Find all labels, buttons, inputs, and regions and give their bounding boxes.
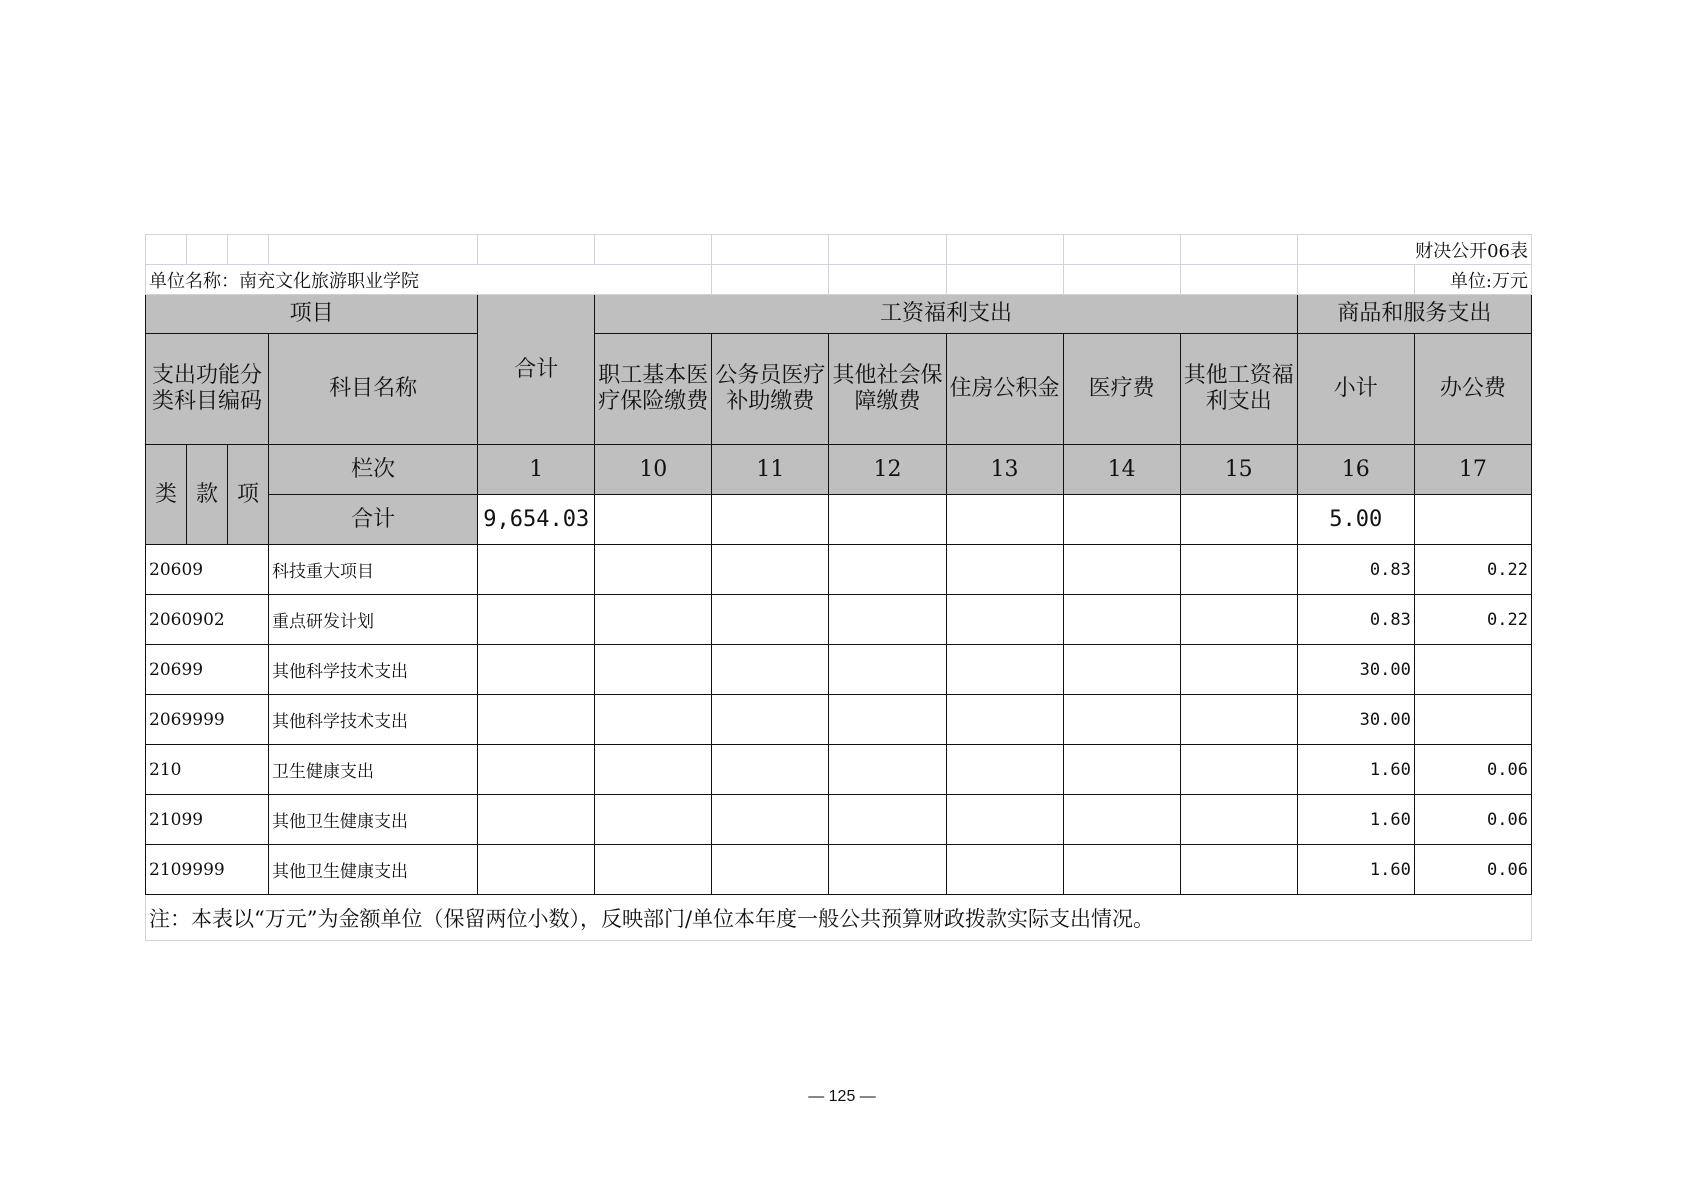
col-num: 1 — [478, 445, 595, 495]
header-row-3 — [146, 445, 1532, 495]
budget-sheet — [145, 234, 1532, 941]
header-lanci: 栏次 — [269, 445, 478, 495]
table-row — [146, 745, 1532, 795]
row-subtotal: 1.60 — [1297, 745, 1414, 795]
row-code: 2109999 — [146, 845, 269, 895]
form-id: 财决公开06表 — [1297, 235, 1531, 265]
header-col-office: 办公费 — [1414, 334, 1531, 445]
row-name: 重点研发计划 — [269, 595, 478, 645]
header-kuan: 款 — [187, 445, 228, 545]
row-subtotal: 1.60 — [1297, 845, 1414, 895]
header-row-1 — [146, 295, 1532, 334]
row-office: 0.22 — [1414, 595, 1531, 645]
note-row — [146, 895, 1532, 941]
row-office — [1414, 645, 1531, 695]
total-subtotal: 5.00 — [1297, 495, 1414, 545]
total-label: 合计 — [269, 495, 478, 545]
header-col-subtotal: 小计 — [1297, 334, 1414, 445]
col-num: 14 — [1063, 445, 1180, 495]
expenditure-table — [145, 234, 1532, 941]
header-lei: 类 — [146, 445, 187, 545]
row-name: 其他卫生健康支出 — [269, 845, 478, 895]
header-project: 项目 — [146, 295, 478, 334]
header-col-medical-fee: 医疗费 — [1063, 334, 1180, 445]
col-num: 13 — [946, 445, 1063, 495]
header-col-civil-medical: 公务员医疗补助缴费 — [712, 334, 829, 445]
form-id-row — [146, 235, 1532, 265]
row-subtotal: 1.60 — [1297, 795, 1414, 845]
col-num: 10 — [595, 445, 712, 495]
table-row — [146, 595, 1532, 645]
row-office: 0.06 — [1414, 745, 1531, 795]
table-note: 注：本表以“万元”为金额单位（保留两位小数），反映部门/单位本年度一般公共预算财政拨款实际支出情况。 — [146, 895, 1532, 941]
total-row — [146, 495, 1532, 545]
unit-name: 单位名称：南充文化旅游职业学院 — [146, 265, 712, 295]
row-name: 其他卫生健康支出 — [269, 795, 478, 845]
col-num: 11 — [712, 445, 829, 495]
header-salary-group: 工资福利支出 — [595, 295, 1297, 334]
table-row — [146, 695, 1532, 745]
header-row-2 — [146, 334, 1532, 445]
col-num: 17 — [1414, 445, 1531, 495]
table-row — [146, 645, 1532, 695]
header-goods-group: 商品和服务支出 — [1297, 295, 1531, 334]
header-col-employee-medical: 职工基本医疗保险缴费 — [595, 334, 712, 445]
row-office — [1414, 695, 1531, 745]
unit-row — [146, 265, 1532, 295]
row-subtotal: 0.83 — [1297, 545, 1414, 595]
row-code: 20609 — [146, 545, 269, 595]
header-col-other-salary: 其他工资福利支出 — [1180, 334, 1297, 445]
unit-label: 单位:万元 — [1414, 265, 1531, 295]
header-col-housing-fund: 住房公积金 — [946, 334, 1063, 445]
row-name: 其他科学技术支出 — [269, 645, 478, 695]
header-subject-name: 科目名称 — [269, 334, 478, 445]
row-office: 0.06 — [1414, 795, 1531, 845]
row-code: 2069999 — [146, 695, 269, 745]
row-subtotal: 30.00 — [1297, 645, 1414, 695]
col-num: 12 — [829, 445, 946, 495]
table-row — [146, 795, 1532, 845]
row-name: 其他科学技术支出 — [269, 695, 478, 745]
col-num: 15 — [1180, 445, 1297, 495]
row-name: 科技重大项目 — [269, 545, 478, 595]
header-xiang: 项 — [228, 445, 269, 545]
header-func-code: 支出功能分类科目编码 — [146, 334, 269, 445]
header-col-other-social: 其他社会保障缴费 — [829, 334, 946, 445]
total-value: 9,654.03 — [478, 495, 595, 545]
row-subtotal: 0.83 — [1297, 595, 1414, 645]
table-row — [146, 845, 1532, 895]
row-code: 20699 — [146, 645, 269, 695]
page-number: — 125 — — [808, 1088, 876, 1105]
col-num: 16 — [1297, 445, 1414, 495]
row-name: 卫生健康支出 — [269, 745, 478, 795]
row-office: 0.06 — [1414, 845, 1531, 895]
row-code: 21099 — [146, 795, 269, 845]
header-total: 合计 — [478, 295, 595, 445]
row-code: 210 — [146, 745, 269, 795]
row-office: 0.22 — [1414, 545, 1531, 595]
row-subtotal: 30.00 — [1297, 695, 1414, 745]
row-code: 2060902 — [146, 595, 269, 645]
table-row — [146, 545, 1532, 595]
